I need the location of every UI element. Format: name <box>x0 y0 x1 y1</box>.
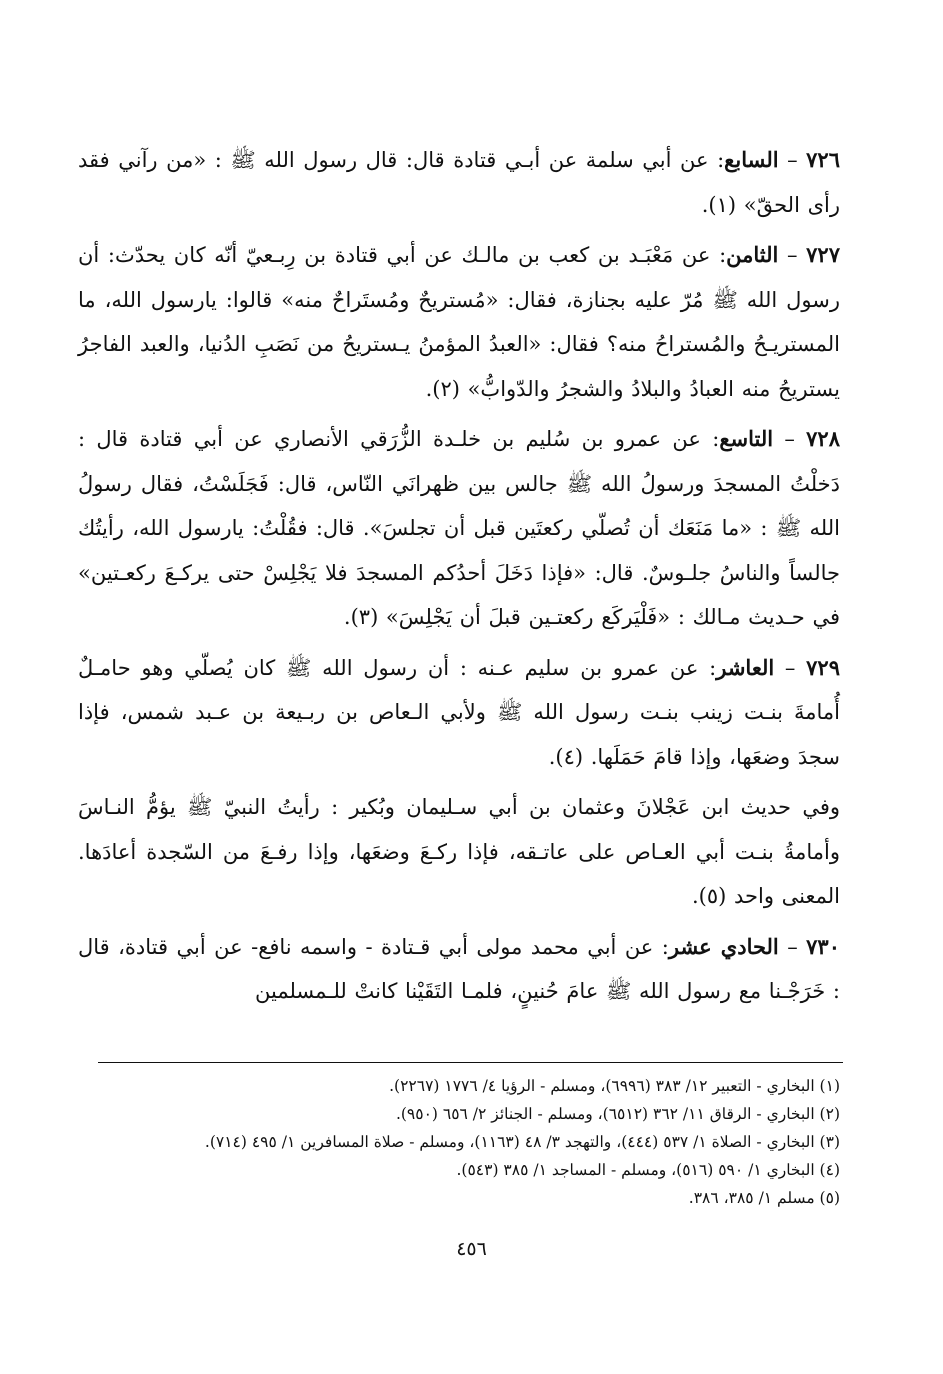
footnote-4: (٤) البخاري ١/ ٥٩٠ (٥١٦)، ومسلم - المساجد ١/ ٣٨٥ (٥٤٣). <box>456 1161 840 1179</box>
hadith-heading: العاشر <box>716 654 775 680</box>
hadith-paragraph-726: ٧٢٦ – السابع: عن أبي سلمة عن أبـي قتادة قال: قال رسول الله ﷺ : «من رآني فقد رأى الحقّ» (١). <box>78 147 840 217</box>
hadith-heading: الحادي عشر <box>668 933 779 959</box>
footnote-divider <box>98 1062 843 1063</box>
hadith-heading: الثامن <box>726 242 779 267</box>
footnote-3: (٣) البخاري - الصلاة ١/ ٥٣٧ (٤٤٤)، والتهجد ٣/ ٤٨ (١١٦٣)، ومسلم - صلاة المسافرين ١/ ٤٩٥ (٧١٤). <box>204 1133 840 1151</box>
hadith-text: : عن مَعْبَـد بن كعب بن مالـك عن أبي قتادة بن رِبـعيّ أنّه كان يحدّث: أن رسول الله ﷺ مُرّ عليه بجنازة، فقال: «مُستريحٌ ومُستَراحٌ منه» قالوا: يارسول الله، ما المستريـحُ والمُستراحُ منه؟ فقال: «العبدُ المؤمنُ يـستريحُ من نَصَبِ الدُنيا، والعبد الفاجرُ يستريحُ منه العبادُ والبلادُ والشجرُ والدّوابُّ» (٢). <box>78 243 840 401</box>
hadith-number: ٧٢٧ <box>806 242 840 267</box>
hadith-heading: السابع <box>724 147 779 172</box>
hadith-text: : عن عمرو بن سُليم بن خلـدة الزُّرَقي الأنصاري عن أبي قتادة قال : دَخلْتُ المسجدَ ورسولُ الله ﷺ جالس بين ظهرانَي النّاس، قال: فَجَلَسْتُ، فقال رسولُ الله ﷺ : «ما مَنَعَك أن تُصلّي ركعتَين قبل أن تجلسَ». قال: فقُلْتُ: يارسول الله، رأيتُك جالساً والناسُ جلـوسٌ. قال: «فإذا دَخَلَ أحدُكم المسجدَ فلا يَجْلِسْ حتى يركـعَ ركعـتين» في حـديث مـالك : «فَلْيَركَع ركعتـين قبلَ أن يَجْلِسَ» (٣). <box>78 427 840 629</box>
footnote-5: (٥) مسلم ١/ ٣٨٥، ٣٨٦. <box>688 1189 840 1207</box>
main-text <box>78 138 840 1020</box>
hadith-heading: التاسع <box>719 426 774 451</box>
page-number: ٤٥٦ <box>456 1238 487 1260</box>
footnote-1: (١) البخاري - التعبير ١٢/ ٣٨٣ (٦٩٩٦)، ومسلم - الرؤيا ٤/ ١٧٧٦ (٢٢٦٧). <box>389 1077 840 1095</box>
hadith-paragraph-728: ٧٢٨ – التاسع: عن عمرو بن سُليم بن خلـدة الزُّرَقي الأنصاري عن أبي قتادة قال : دَخلْتُ المسجدَ ورسولُ الله ﷺ جالس بين ظهرانَي النّاس، قال: فَجَلَسْتُ، فقال رسولُ الله ﷺ : «ما مَنَعَك أن تُصلّي ركعتَين قبل أن تجلسَ». قال: فقُلْتُ: يارسول الله، رأيتُك جالساً والناسُ جلـوسٌ. قال: «فإذا دَخَلَ أحدُكم المسجدَ فلا يَجْلِسْ حتى يركـعَ ركعـتين» في حـديث مـالك : «فَلْيَركَع ركعتـين قبلَ أن يَجْلِسَ» (٣). <box>78 426 840 629</box>
hadith-number: ٧٢٨ <box>806 426 840 451</box>
hadith-text: : عن عمرو بن سليم عـنه : أن رسول الله ﷺ كان يُصلّي وهو حامـلٌ أُمامةَ بنـت زينب بنـت رسول الله ﷺ ولأبي الـعاص بن ربـيعة بن عـبد شمس، فإذا سجدَ وضعَها، وإذا قامَ حَمَلَها. (٤). <box>78 655 840 769</box>
hadith-paragraph-727: ٧٢٧ – الثامن: عن مَعْبَـد بن كعب بن مالـك عن أبي قتادة بن رِبـعيّ أنّه كان يحدّث: أن رسول الله ﷺ مُرّ عليه بجنازة، فقال: «مُستريحٌ ومُستَراحٌ منه» قالوا: يارسول الله، ما المستريـحُ والمُستراحُ منه؟ فقال: «العبدُ المؤمنُ يـستريحُ من نَصَبِ الدُنيا، والعبد الفاجرُ يستريحُ منه العبادُ والبلادُ والشجرُ والدّوابُّ» (٢). <box>78 242 840 401</box>
hadith-text: : عن أبي محمد مولى أبي قـتادة - واسمه نافع- عن أبي قتادة، قال : خَرَجْـنا مع رسول الله ﷺ عامَ حُنينٍ، فلمـا التَقَيْنا كانتْ للـمسلمين <box>78 934 840 1003</box>
hadith-paragraph-variant <box>78 785 840 919</box>
hadith-number: ٧٣٠ <box>806 933 840 959</box>
hadith-text: وفي حديث ابن عَجْلانَ وعثمان بن أبي سـليمان وبُكير : رأيتُ النبيّ ﷺ يؤمُّ النـاسَ وأمامةُ بنـت أبي العـاص على عاتـقه، فإذا ركـعَ وضعَها، وإذا رفـعَ من السّجدة أعادَها. المعنى واحد (٥). <box>78 795 840 908</box>
footnotes <box>78 1072 840 1212</box>
hadith-paragraph-730: ٧٣٠ – الحادي عشر: عن أبي محمد مولى أبي قـتادة - واسمه نافع- عن أبي قتادة، قال : خَرَجْـنا مع رسول الله ﷺ عامَ حُنينٍ، فلمـا التَقَيْنا كانتْ للـمسلمين <box>78 933 840 1003</box>
footnote-2: (٢) البخاري - الرقاق ١١/ ٣٦٢ (٦٥١٢)، ومسلم - الجنائز ٢/ ٦٥٦ (٩٥٠). <box>395 1105 840 1123</box>
hadith-text: : عن أبي سلمة عن أبـي قتادة قال: قال رسول الله ﷺ : «من رآني فقد رأى الحقّ» (١). <box>78 148 840 217</box>
hadith-number: ٧٢٩ <box>806 654 840 680</box>
hadith-paragraph-729: ٧٢٩ – العاشر: عن عمرو بن سليم عـنه : أن رسول الله ﷺ كان يُصلّي وهو حامـلٌ أُمامةَ بنـت زينب بنـت رسول الله ﷺ ولأبي الـعاص بن ربـيعة بن عـبد شمس، فإذا سجدَ وضعَها، وإذا قامَ حَمَلَها. (٤). <box>78 654 840 769</box>
hadith-number: ٧٢٦ <box>806 147 840 172</box>
